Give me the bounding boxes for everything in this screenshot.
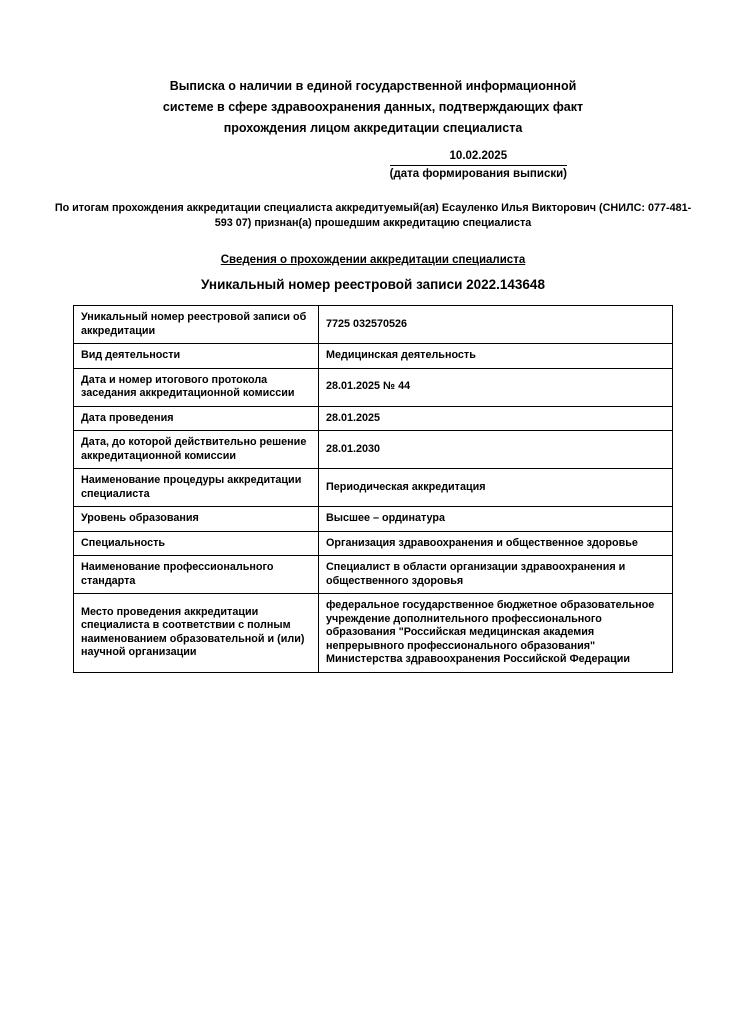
document-title-line-3: прохождения лицом аккредитации специалиста bbox=[223, 121, 523, 135]
row-label: Дата и номер итогового протокола заседания аккредитационной комиссии bbox=[74, 368, 319, 406]
document-title-line-1: Выписка о наличии в единой государственной информационной bbox=[169, 79, 577, 93]
row-value: 7725 032570526 bbox=[319, 306, 673, 344]
row-value: Периодическая аккредитация bbox=[319, 469, 673, 507]
row-label: Наименование профессионального стандарта bbox=[74, 556, 319, 594]
row-label: Дата проведения bbox=[74, 406, 319, 431]
table-row bbox=[74, 507, 673, 532]
table-row bbox=[74, 594, 673, 673]
extract-date: 10.02.2025 bbox=[390, 150, 567, 166]
accreditation-table-body bbox=[74, 306, 673, 673]
table-row bbox=[74, 368, 673, 406]
accreditation-table bbox=[73, 305, 673, 673]
row-label: Дата, до которой действительно решение аккредитационной комиссии bbox=[74, 431, 319, 469]
row-value: Специалист в области организации здравоохранения и общественного здоровья bbox=[319, 556, 673, 594]
document-title-line-2: системе в сфере здравоохранения данных, подтверждающих факт bbox=[162, 100, 584, 114]
row-label: Специальность bbox=[74, 531, 319, 556]
row-value: Организация здравоохранения и общественное здоровье bbox=[319, 531, 673, 556]
extract-date-caption: (дата формирования выписки) bbox=[389, 168, 567, 180]
row-value: Медицинская деятельность bbox=[319, 344, 673, 369]
row-value: 28.01.2025 bbox=[319, 406, 673, 431]
table-row bbox=[74, 406, 673, 431]
intro-paragraph: По итогам прохождения аккредитации специалиста аккредитуемый(ая) Есауленко Илья Викторович (СНИЛС: 077-481-593 07) признан(а) прошедшим аккредитацию специалиста bbox=[54, 202, 692, 229]
table-row bbox=[74, 531, 673, 556]
document-title bbox=[93, 76, 653, 139]
extract-date-block bbox=[390, 150, 567, 181]
row-label: Вид деятельности bbox=[74, 344, 319, 369]
row-label: Уровень образования bbox=[74, 507, 319, 532]
registry-number-heading: Уникальный номер реестровой записи 2022.143648 bbox=[201, 277, 545, 292]
table-row bbox=[74, 344, 673, 369]
section-heading: Сведения о прохождении аккредитации специалиста bbox=[220, 254, 526, 266]
table-row bbox=[74, 306, 673, 344]
row-value: федеральное государственное бюджетное образовательное учреждение дополнительного профессионального образования "Российская медицинская академия непрерывного профессионального образования" Министерства здравоохранения Российской Федерации bbox=[319, 594, 673, 673]
row-label: Уникальный номер реестровой записи об аккредитации bbox=[74, 306, 319, 344]
row-value: 28.01.2025 № 44 bbox=[319, 368, 673, 406]
row-value: 28.01.2030 bbox=[319, 431, 673, 469]
row-label: Наименование процедуры аккредитации специалиста bbox=[74, 469, 319, 507]
table-row bbox=[74, 556, 673, 594]
row-label: Место проведения аккредитации специалиста в соответствии с полным наименованием образовательной и (или) научной организации bbox=[74, 594, 319, 673]
table-row bbox=[74, 469, 673, 507]
table-row bbox=[74, 431, 673, 469]
row-value: Высшее – ординатура bbox=[319, 507, 673, 532]
